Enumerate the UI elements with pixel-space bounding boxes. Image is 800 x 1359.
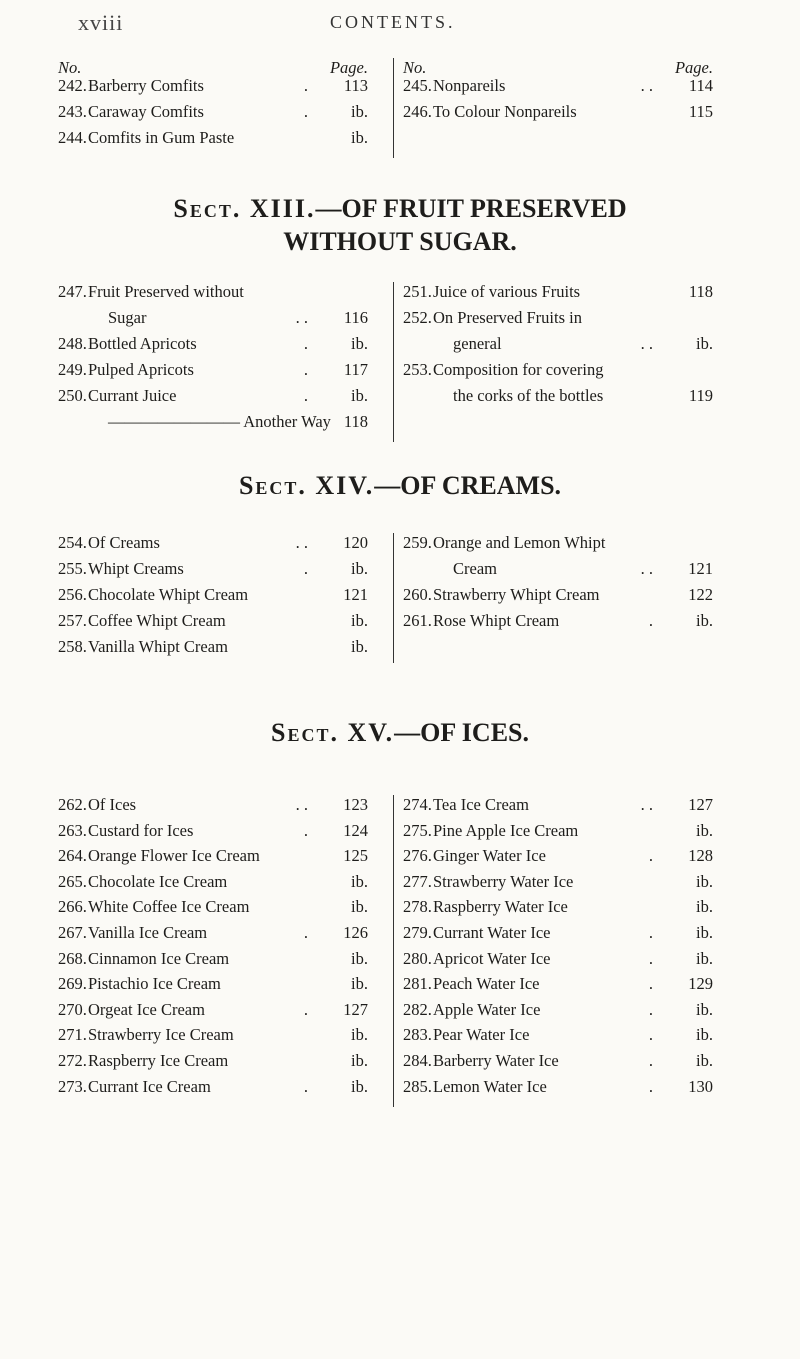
index-entry: [58, 128, 388, 152]
entry-title: Chocolate Whipt Cream: [88, 585, 249, 604]
entry-title: Lemon Water Ice: [433, 1076, 547, 1096]
index-entry: [58, 386, 388, 410]
entry-title: Vanilla Whipt Cream: [88, 637, 228, 656]
section-title: —OF FRUIT PRESERVED: [315, 194, 627, 223]
dot-leader: .: [303, 360, 308, 379]
entry-number: 277.: [403, 871, 432, 891]
dot-leader: . .: [295, 533, 308, 552]
entry-page: 121: [688, 559, 713, 578]
index-entry: [58, 1025, 388, 1049]
entry-page: 120: [343, 533, 368, 552]
section-heading-xiii: [0, 193, 800, 258]
entry-number: 260.: [403, 585, 432, 604]
index-entry: [58, 872, 388, 896]
dot-leader: .: [303, 923, 308, 942]
entry-page: ib.: [696, 897, 713, 917]
index-entry: [403, 949, 733, 973]
dot-leader: .: [648, 923, 653, 942]
dot-leader: . .: [295, 795, 308, 814]
entry-number: 257.: [58, 611, 87, 630]
entry-number: 259.: [403, 533, 432, 552]
index-entry: [403, 1000, 733, 1024]
entry-page: ib.: [696, 923, 713, 942]
running-head: [0, 8, 800, 38]
index-entry: [58, 102, 388, 126]
entry-page: 118: [343, 412, 368, 431]
entry-number: 246.: [403, 102, 432, 121]
entry-title: Barberry Water Ice: [433, 1051, 559, 1070]
entry-title: ———————— Another Way: [108, 412, 331, 431]
section-title: —OF CREAMS.: [374, 471, 562, 500]
entry-title: Pulped Apricots: [88, 360, 194, 379]
dot-leader: .: [648, 1076, 653, 1096]
index-entry: [58, 1051, 388, 1075]
entry-page: 117: [343, 360, 368, 379]
entry-number: 245.: [403, 76, 432, 95]
entry-page: ib.: [351, 637, 368, 656]
entry-page: ib.: [351, 871, 368, 891]
entry-title: Pear Water Ice: [433, 1025, 530, 1045]
entry-number: 284.: [403, 1051, 432, 1070]
section-title-continued: WITHOUT SUGAR.: [283, 226, 517, 256]
dot-leader: . .: [640, 795, 653, 814]
dot-leader: .: [648, 846, 653, 866]
index-entry: [403, 872, 733, 896]
entry-title: Bottled Apricots: [88, 334, 197, 353]
entry-number: 274.: [403, 795, 432, 814]
entry-title: Juice of various Fruits: [433, 282, 581, 301]
entry-number: 265.: [58, 871, 87, 891]
entry-number: 244.: [58, 128, 87, 147]
entry-page: 124: [343, 820, 368, 840]
index-entry: [58, 559, 388, 583]
entry-number: 243.: [58, 102, 87, 121]
dot-leader: . .: [295, 308, 308, 327]
entry-number: 255.: [58, 559, 87, 578]
entry-number: 283.: [403, 1025, 432, 1045]
dot-leader: .: [648, 948, 653, 968]
index-entry: [403, 386, 733, 410]
entry-number: 281.: [403, 974, 432, 994]
entry-number: 275.: [403, 820, 432, 840]
entry-title: Custard for Ices: [88, 820, 194, 840]
entry-number: 254.: [58, 533, 87, 552]
index-entry: [58, 308, 388, 332]
entry-page: ib.: [696, 334, 713, 353]
index-entry: [403, 611, 733, 635]
entry-page: ib.: [696, 948, 713, 968]
entry-page: 118: [688, 282, 713, 301]
entry-number: 271.: [58, 1025, 87, 1045]
entry-page: ib.: [351, 102, 368, 121]
entry-number: 252.: [403, 308, 432, 327]
entry-page: ib.: [696, 999, 713, 1019]
entry-page: ib.: [351, 386, 368, 405]
index-entry: [403, 76, 733, 100]
entry-title: Whipt Creams: [88, 559, 184, 578]
index-entry: [403, 533, 733, 557]
entry-number: 262.: [58, 795, 87, 814]
entry-title: On Preserved Fruits in: [433, 308, 582, 327]
entry-page: 114: [688, 76, 713, 95]
entry-title: Caraway Comfits: [88, 102, 204, 121]
entry-title: Currant Water Ice: [433, 923, 551, 942]
entry-title: Currant Ice Cream: [88, 1076, 211, 1096]
entry-number: 268.: [58, 948, 87, 968]
no-heading: No.: [403, 58, 427, 77]
entry-title: Orgeat Ice Cream: [88, 999, 205, 1019]
dot-leader: .: [303, 1076, 308, 1096]
index-entry: [58, 637, 388, 661]
entry-page: ib.: [351, 974, 368, 994]
entry-page: 116: [343, 308, 368, 327]
section-heading-line: [0, 193, 800, 226]
entry-page: 126: [343, 923, 368, 942]
entry-title: Rose Whipt Cream: [433, 611, 560, 630]
entry-title: Strawberry Ice Cream: [88, 1025, 234, 1045]
entry-title: Apricot Water Ice: [433, 948, 551, 968]
entry-page: 122: [688, 585, 713, 604]
entry-number: 276.: [403, 846, 432, 866]
entry-title: general: [453, 334, 502, 353]
index-entry: [58, 923, 388, 947]
index-entry: [403, 102, 733, 126]
dot-leader: .: [303, 334, 308, 353]
index-entry: [403, 334, 733, 358]
entry-page: 127: [343, 999, 368, 1019]
entry-title: Comfits in Gum Paste: [88, 128, 235, 147]
index-entry: [403, 923, 733, 947]
index-entry: [403, 559, 733, 583]
entry-title: To Colour Nonpareils: [433, 102, 577, 121]
index-entry: [403, 308, 733, 332]
index-entry: [58, 821, 388, 845]
entry-number: 280.: [403, 948, 432, 968]
index-entry: [58, 1000, 388, 1024]
entry-number: 256.: [58, 585, 87, 604]
index-entry: [403, 821, 733, 845]
entry-title: Orange and Lemon Whipt: [433, 533, 606, 552]
page-heading: Page.: [674, 58, 713, 77]
index-entry: [403, 1077, 733, 1101]
entry-title: Orange Flower Ice Cream: [88, 846, 260, 866]
entry-title: the corks of the bottles: [453, 386, 604, 405]
entry-title: Nonpareils: [433, 76, 506, 95]
index-entry: [58, 1077, 388, 1101]
index-entry: [58, 795, 388, 819]
entry-title: Barberry Comfits: [88, 76, 204, 95]
entry-page: ib.: [696, 820, 713, 840]
dot-leader: . .: [640, 76, 653, 95]
dot-leader: .: [648, 1025, 653, 1045]
entry-number: 269.: [58, 974, 87, 994]
entry-page: ib.: [351, 1051, 368, 1070]
index-entry: [58, 611, 388, 635]
column-divider: [393, 282, 394, 442]
section-number: Sect. XIII.: [173, 194, 316, 223]
entry-title: Raspberry Water Ice: [433, 897, 568, 917]
entry-page: 128: [688, 846, 713, 866]
entry-title: Pine Apple Ice Cream: [433, 820, 579, 840]
dot-leader: .: [303, 102, 308, 121]
dot-leader: .: [648, 1051, 653, 1070]
section-number: Sect. XIV.: [238, 471, 375, 500]
entry-page: 119: [688, 386, 713, 405]
section-heading-xiv: [0, 470, 800, 503]
entry-title: Cinnamon Ice Cream: [88, 948, 230, 968]
entry-title: Strawberry Water Ice: [433, 871, 574, 891]
entry-number: 258.: [58, 637, 87, 656]
index-entry: [58, 846, 388, 870]
entry-title: Coffee Whipt Cream: [88, 611, 226, 630]
dot-leader: .: [303, 76, 308, 95]
index-entry: [58, 949, 388, 973]
dot-leader: .: [303, 820, 308, 840]
index-entry: [58, 585, 388, 609]
index-entry: [58, 974, 388, 998]
dot-leader: .: [648, 999, 653, 1019]
entry-page: ib.: [351, 1025, 368, 1045]
dot-leader: .: [303, 999, 308, 1019]
entry-page: 121: [343, 585, 368, 604]
entry-title: Tea Ice Cream: [433, 795, 529, 814]
entry-page: 127: [688, 795, 713, 814]
entry-page: ib.: [696, 611, 713, 630]
entry-title: Of Creams: [88, 533, 160, 552]
section-title: —OF ICES.: [394, 718, 529, 747]
entry-page: ib.: [351, 611, 368, 630]
index-entry: [58, 282, 388, 306]
index-entry: [403, 282, 733, 306]
index-entry: [58, 897, 388, 921]
entry-page: 125: [343, 846, 368, 866]
entry-page: ib.: [696, 1051, 713, 1070]
entry-number: 242.: [58, 76, 87, 95]
index-entry: [403, 1025, 733, 1049]
entry-page: 130: [688, 1076, 713, 1096]
entry-title: Cream: [453, 559, 497, 578]
column-divider: [393, 795, 394, 1107]
entry-title: Composition for covering: [433, 360, 604, 379]
entry-number: 278.: [403, 897, 432, 917]
index-entry: [403, 974, 733, 998]
dot-leader: .: [303, 386, 308, 405]
entry-number: 270.: [58, 999, 87, 1019]
entry-page: ib.: [351, 128, 368, 147]
entry-title: Peach Water Ice: [433, 974, 540, 994]
entry-number: 261.: [403, 611, 432, 630]
entry-title: Chocolate Ice Cream: [88, 871, 228, 891]
index-entry: [403, 846, 733, 870]
entry-title: Fruit Preserved without: [88, 282, 244, 301]
entry-title: Of Ices: [88, 795, 137, 814]
index-entry: [403, 585, 733, 609]
index-entry: [58, 334, 388, 358]
entry-page: ib.: [696, 871, 713, 891]
entry-page: ib.: [351, 948, 368, 968]
index-entry: [58, 360, 388, 384]
column-divider: [393, 58, 394, 158]
entry-page: ib.: [351, 559, 368, 578]
entry-number: 267.: [58, 923, 87, 942]
entry-page: ib.: [351, 1076, 368, 1096]
index-entry: [403, 1051, 733, 1075]
dot-leader: .: [648, 611, 653, 630]
entry-page: 115: [688, 102, 713, 121]
entry-title: Currant Juice: [88, 386, 177, 405]
entry-title: White Coffee Ice Cream: [88, 897, 250, 917]
index-entry: [403, 897, 733, 921]
entry-number: 253.: [403, 360, 432, 379]
entry-number: 273.: [58, 1076, 87, 1096]
entry-page: 123: [343, 795, 368, 814]
index-entry: [403, 360, 733, 384]
entry-number: 263.: [58, 820, 87, 840]
index-entry: [403, 795, 733, 819]
entry-page: ib.: [351, 897, 368, 917]
entry-number: 282.: [403, 999, 432, 1019]
index-entry: [58, 76, 388, 100]
page-heading: Page.: [329, 58, 368, 77]
entry-number: 247.: [58, 282, 87, 301]
entry-number: 266.: [58, 897, 87, 917]
entry-number: 285.: [403, 1076, 432, 1096]
entry-number: 279.: [403, 923, 432, 942]
dot-leader: . .: [640, 559, 653, 578]
no-heading: No.: [58, 58, 82, 77]
index-entry: [58, 533, 388, 557]
column-divider: [393, 533, 394, 663]
entry-page: 113: [343, 76, 368, 95]
dot-leader: .: [648, 974, 653, 994]
entry-page: ib.: [696, 1025, 713, 1045]
entry-title: Vanilla Ice Cream: [88, 923, 208, 942]
entry-number: 248.: [58, 334, 87, 353]
entry-title: Raspberry Ice Cream: [88, 1051, 229, 1070]
entry-number: 249.: [58, 360, 87, 379]
entry-title: Apple Water Ice: [433, 999, 541, 1019]
entry-title: Ginger Water Ice: [433, 846, 546, 866]
entry-title: Strawberry Whipt Cream: [433, 585, 600, 604]
entry-page: ib.: [351, 334, 368, 353]
entry-number: 272.: [58, 1051, 87, 1070]
page-folio: xviii: [78, 10, 124, 35]
running-head-title: CONTENTS.: [330, 12, 456, 32]
entry-page: 129: [688, 974, 713, 994]
entry-title: Sugar: [108, 308, 147, 327]
section-heading-xv: [0, 717, 800, 750]
entry-number: 251.: [403, 282, 432, 301]
entry-number: 264.: [58, 846, 87, 866]
dot-leader: .: [303, 559, 308, 578]
section-number: Sect. XV.: [270, 718, 395, 747]
entry-number: 250.: [58, 386, 87, 405]
entry-title: Pistachio Ice Cream: [88, 974, 221, 994]
dot-leader: . .: [640, 334, 653, 353]
index-entry: [58, 412, 388, 436]
